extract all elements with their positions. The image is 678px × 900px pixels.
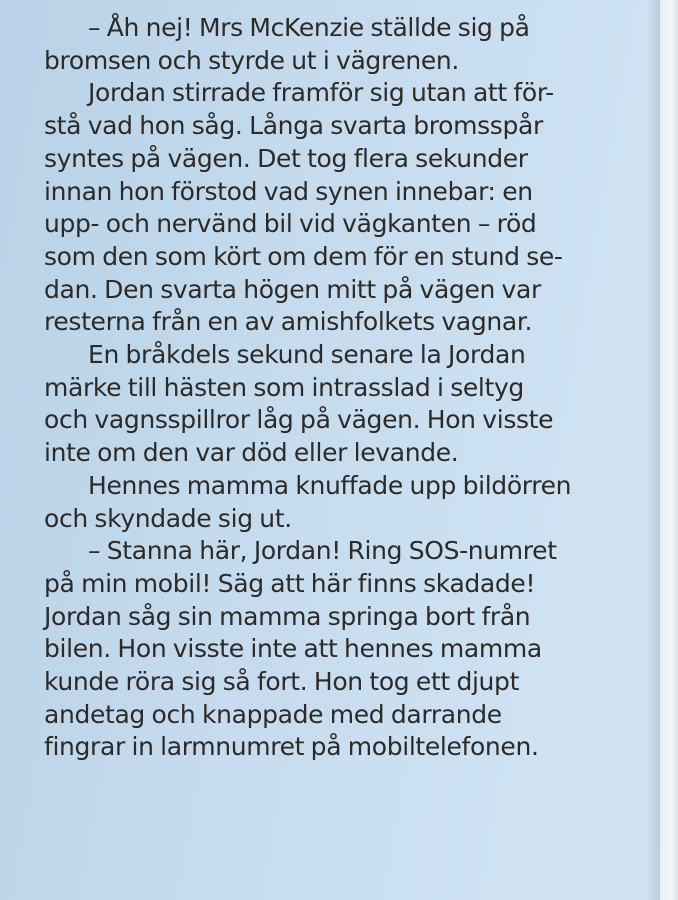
text-line: Hennes mamma knuffade upp bildörren (88, 470, 572, 500)
text-line: fingrar in larmnumret på mobiltelefonen. (44, 732, 539, 762)
text-line: bromsen och styrde ut i vägrenen. (44, 45, 459, 75)
text-line: som den som kört om dem för en stund se- (44, 241, 563, 271)
text-line: – Stanna här, Jordan! Ring SOS-numret (88, 536, 557, 566)
text-line: En bråkdels sekund senare la Jordan (88, 340, 526, 370)
text-line: syntes på vägen. Det tog flera sekunder (44, 143, 528, 173)
text-line: upp- och nervänd bil vid vägkanten – röd (44, 209, 537, 239)
text-line: andetag och knappade med darrande (44, 699, 502, 729)
text-line: inte om den var död eller levande. (44, 438, 459, 468)
text-line: kunde röra sig så fort. Hon tog ett djupt (44, 667, 520, 697)
text-line: och skyndade sig ut. (44, 503, 292, 533)
text-line: innan hon förstod vad synen innebar: en (44, 176, 533, 206)
text-line: Jordan stirrade framför sig utan att för- (88, 78, 554, 108)
text-line: stå vad hon såg. Långa svarta bromsspår (44, 111, 543, 141)
body-text (44, 12, 604, 764)
text-line: och vagnsspillror låg på vägen. Hon visste (44, 405, 554, 435)
text-line: – Åh nej! Mrs McKenzie ställde sig på (88, 13, 530, 42)
text-line: resterna från en av amishfolkets vagnar. (44, 307, 533, 337)
text-line: märke till hästen som intrasslad i seltyg (44, 372, 524, 402)
text-line: Jordan såg sin mamma springa bort från (44, 601, 531, 631)
page-gutter-shadow (646, 0, 660, 900)
text-line: bilen. Hon visste inte att hennes mamma (44, 634, 542, 664)
page-edge (660, 0, 678, 900)
text-line: dan. Den svarta högen mitt på vägen var (44, 274, 541, 304)
text-line: på min mobil! Säg att här finns skadade! (44, 568, 536, 598)
